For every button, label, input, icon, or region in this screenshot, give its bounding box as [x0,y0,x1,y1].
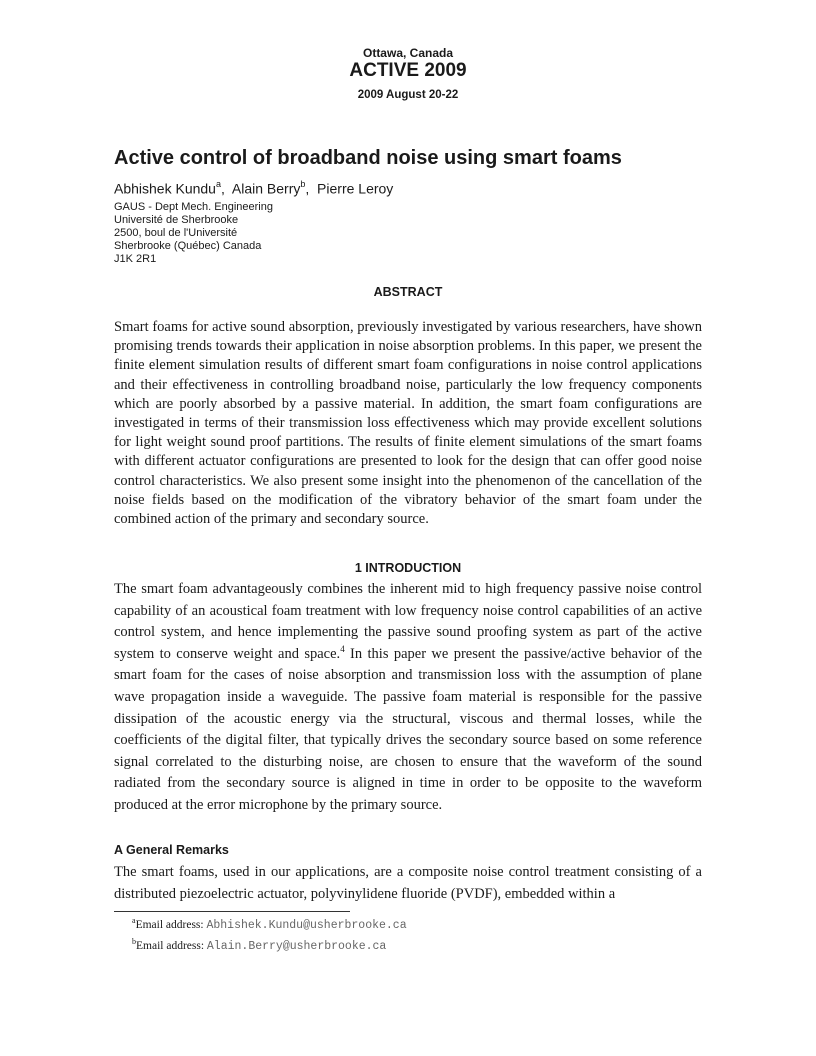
affiliation-line: 2500, boul de l'Université [114,227,238,239]
footnote-mark: a [132,916,136,925]
general-remarks-text: The smart foams, used in our applications, are a composite noise control treatment consisting of a distributed piezoelectric actuator, polyvinylidene fluoride (PVDF), embedded within a [114,864,702,902]
affiliation-line: Université de Sherbrooke [114,214,239,226]
citation-ref: 4 [340,643,345,654]
author-mark: a [215,179,221,189]
conference-name: ACTIVE 2009 [349,60,467,81]
affiliation-line: J1K 2R1 [114,253,157,265]
author-mark: b [300,179,306,189]
footnote-label: Email address: [135,918,207,931]
footnotes [132,913,407,955]
affiliation-line: Sherbrooke (Québec) Canada [114,240,262,252]
footnote-label: Email address: [136,939,207,952]
author-name: Alain Berry [231,180,301,197]
abstract-heading: ABSTRACT [373,285,443,299]
introduction-heading: 1 INTRODUCTION [354,561,462,575]
email-link[interactable]: Abhishek.Kundu@usherbrooke.ca [206,918,407,932]
introduction-text-part: The smart foam advantageously combines the inherent mid to high frequency passive noise control capability of an acoustical foam treatment with low frequency noise control capabilities of an active control system, and hence implementing the passive sound proofing system as part of the active system to conserve weight and space. [114,581,702,662]
footnote-divider [114,911,350,912]
footnote-mark: b [132,936,136,946]
author-name: Pierre Leroy [317,180,394,197]
footnote [132,913,407,934]
affiliation-line: GAUS - Dept Mech. Engineering [114,201,273,213]
footnote [132,934,407,955]
author-list: Abhishek Kundu$^a$, Alain Berry$^b$, Pierre Leroy [114,179,394,197]
paper-title: Active control of broadband noise using smart foams [114,147,622,169]
affiliation-block [114,201,273,266]
introduction-text [114,579,702,817]
introduction-text-part: In this paper we present the passive/active behavior of the smart foam for the cases of noise absorption and transmission loss with the assumption of plane wave propagation inside a waveguide. The passive foam material is responsible for the passive dissipation of the acoustic energy via the structural, viscous and thermal losses, while the coefficients of the digital filter, that typically drives the secondary source based on some reference signal correlated to the disturbing noise, are chosen to ensure that the waveform of the sound radiated from the secondary source is aligned in time in order to be opposite to the waveform produced at the error microphone by the primary source. [114,645,702,813]
email-link[interactable]: Alain.Berry@usherbrooke.ca [206,939,387,953]
abstract-text: Smart foams for active sound absorption, previously investigated by various researchers, have shown promising trends towards their application in noise absorption problems. In this paper, we present the finite element simulation results of different smart foam configurations in noise control applications and their effectiveness in controlling broadband noise, particularly the low frequency components which are poorly absorbed by a passive material. In addition, the smart foam configurations are investigated in terms of their transmission loss effectiveness which may provide excellent solutions for light weight sound proof partitions. The results of finite element simulations of the smart foams with different actuator configurations are presented to look for the design that can offer good noise control characteristics. We also present some insight into the phenomenon of the cancellation of the noise fields based on the modification of the vibratory behavior of the smart foam under the combined action of the primary and secondary source. [114,319,702,528]
author-name: Abhishek Kundu [114,180,216,197]
conference-dates: 2009 August 20-22 [357,89,459,101]
conference-location: Ottawa, Canada [362,46,454,60]
general-remarks-heading: A General Remarks [114,843,229,857]
